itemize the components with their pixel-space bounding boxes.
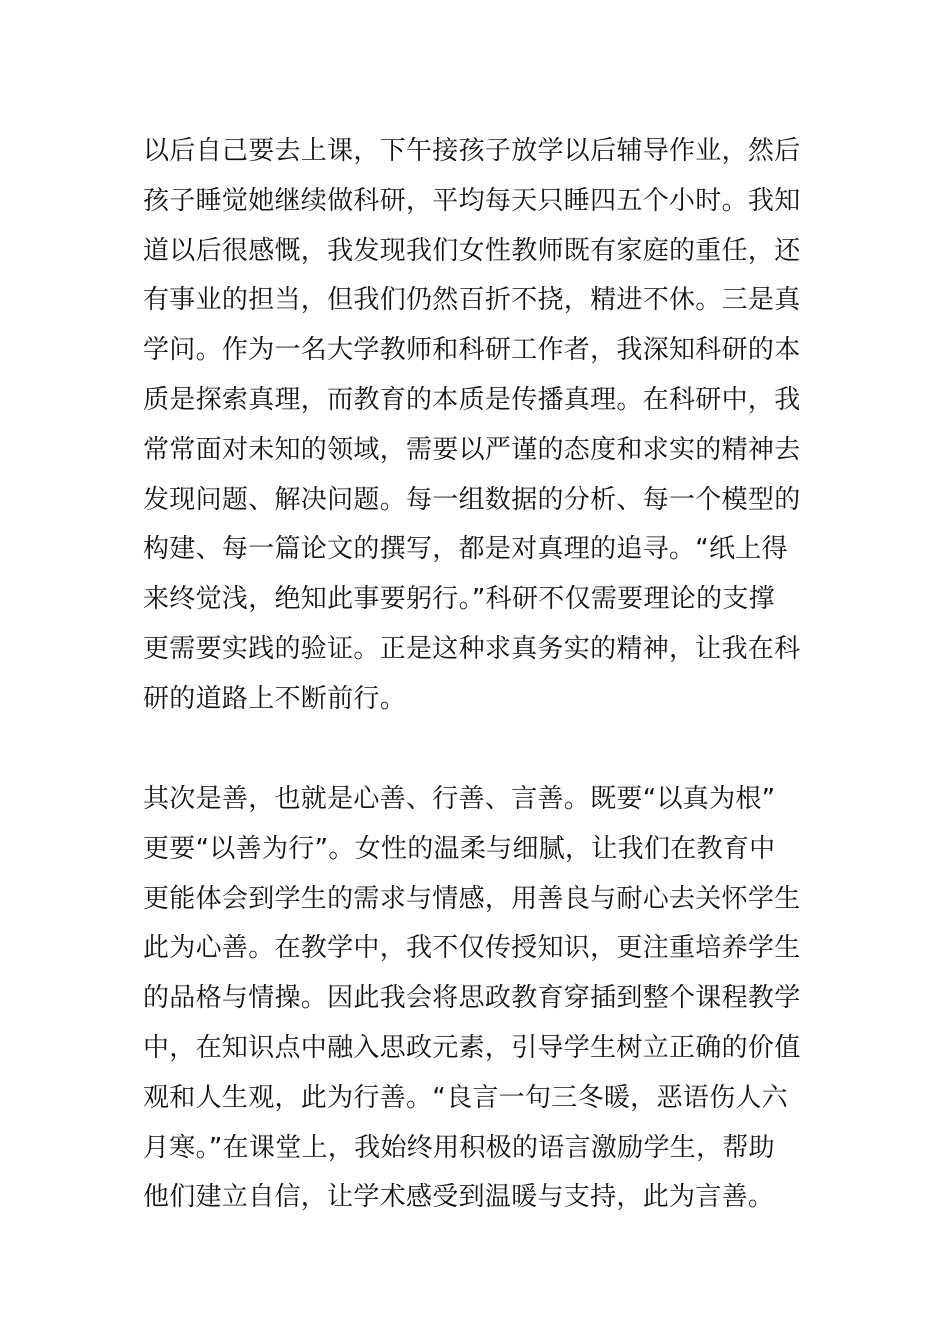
paragraph-1 bbox=[143, 127, 823, 725]
paragraph-2 bbox=[143, 775, 823, 1223]
text-line: 质是探索真理，而教育的本质是传播真理。在科研中，我 bbox=[143, 384, 801, 415]
text-line: 观和人生观，此为行善。“良言一句三冬暖，恶语伤人六 bbox=[143, 1082, 788, 1113]
text-line: 以后自己要去上课，下午接孩子放学以后辅导作业，然后 bbox=[143, 136, 801, 166]
text-line: 发现问题、解决问题。每一组数据的分析、每一个模型的 bbox=[143, 484, 801, 515]
text-line: 学问。作为一名大学教师和科研工作者，我深知科研的本 bbox=[143, 335, 801, 366]
text-line: 来终觉浅，绝知此事要躬行。”科研不仅需要理论的支撑 bbox=[143, 584, 775, 615]
text-line: 孩子睡觉她继续做科研，平均每天只睡四五个小时。我知 bbox=[143, 185, 801, 216]
text-line: 此为心善。在教学中，我不仅传授知识，更注重培养学生 bbox=[143, 933, 801, 964]
text-line: 他们建立自信，让学术感受到温暖与支持，此为言善。 bbox=[143, 1182, 775, 1213]
text-line: 更能体会到学生的需求与情感，用善良与耐心去关怀学生 bbox=[143, 883, 801, 914]
text-line: 更要“以善为行”。女性的温柔与细腻，让我们在教育中 bbox=[143, 833, 776, 864]
text-line: 中，在知识点中融入思政元素，引导学生树立正确的价值 bbox=[143, 1032, 801, 1063]
text-line: 构建、每一篇论文的撰写，都是对真理的追寻。“纸上得 bbox=[143, 534, 788, 565]
text-line: 有事业的担当，但我们仍然百折不挠，精进不休。三是真 bbox=[143, 285, 801, 316]
text-line: 其次是善，也就是心善、行善、言善。既要“以真为根” bbox=[143, 784, 776, 814]
text-line: 的品格与情操。因此我会将思政教育穿插到整个课程教学 bbox=[143, 983, 801, 1014]
text-line: 研的道路上不断前行。 bbox=[143, 683, 407, 714]
text-line: 常常面对未知的领域，需要以严谨的态度和求实的精神去 bbox=[143, 434, 801, 465]
text-line: 道以后很感慨，我发现我们女性教师既有家庭的重任，还 bbox=[143, 235, 801, 266]
text-line: 更需要实践的验证。正是这种求真务实的精神，让我在科 bbox=[143, 633, 801, 664]
text-line: 月寒。”在课堂上，我始终用积极的语言激励学生，帮助 bbox=[143, 1132, 775, 1163]
